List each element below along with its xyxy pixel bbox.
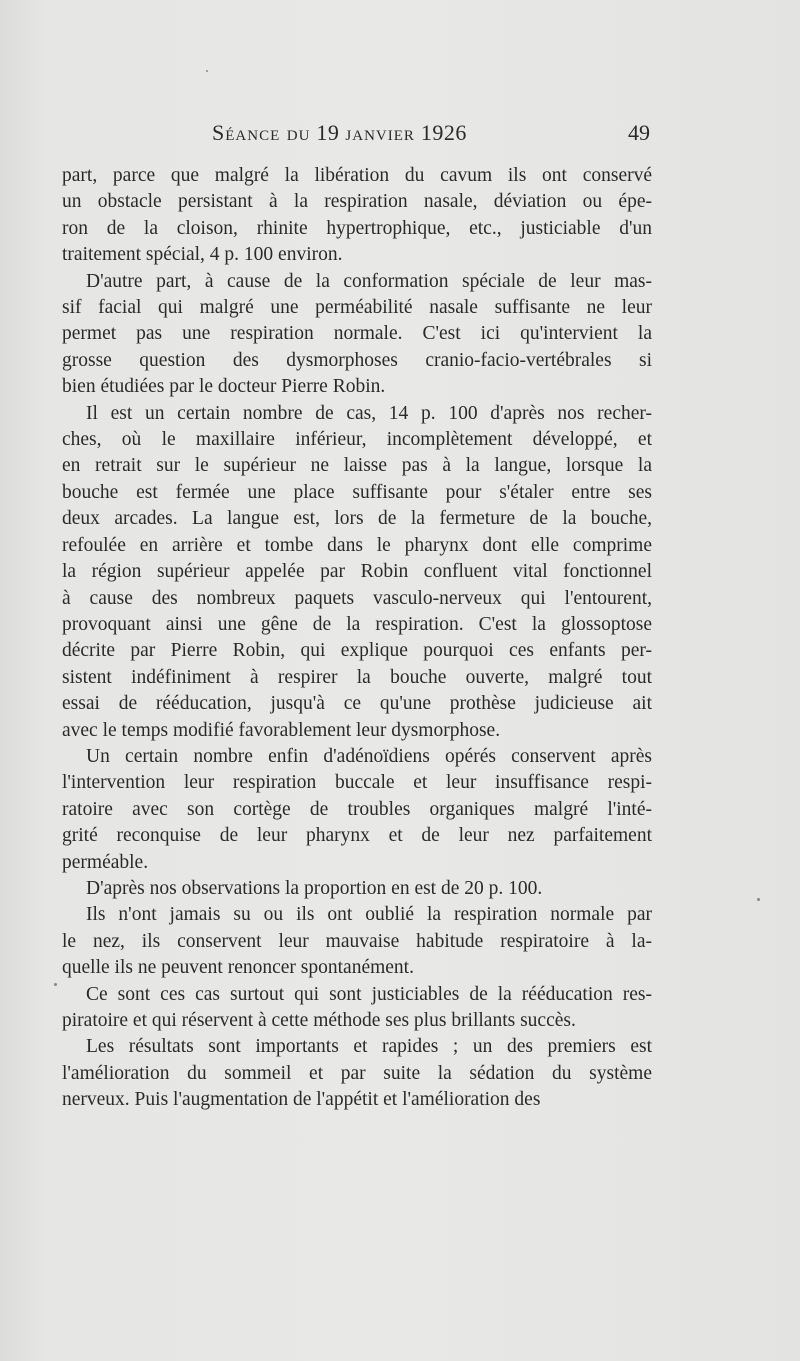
text-line: sif facial qui malgré une perméabilité nasale suffisante ne leur	[62, 297, 652, 319]
text-line: avec le temps modifié favorablement leur dysmorphose.	[62, 719, 501, 741]
page-number: 49	[628, 120, 650, 145]
text-line: à cause des nombreux paquets vasculo-nerveux qui l'entourent,	[62, 587, 652, 609]
text-line: grité reconquise de leur pharynx et de leur nez parfaitement	[62, 825, 652, 847]
paper-speck	[757, 898, 760, 901]
running-title-prefix: Séance du	[212, 120, 311, 145]
text-line: piratoire et qui réservent à cette méthode ses plus brillants succès.	[62, 1010, 576, 1031]
paragraph	[62, 163, 652, 269]
text-line: sistent indéfiniment à respirer la bouche ouverte, malgré tout	[62, 666, 652, 688]
text-line: nerveux. Puis l'augmentation de l'appétit et l'amélioration des	[62, 1089, 541, 1111]
page-header	[62, 120, 652, 150]
text-line: quelle ils ne peuvent renoncer spontanément.	[62, 957, 414, 979]
text-line: Il est un certain nombre de cas, 14 p. 100 d'après nos recher-	[86, 402, 652, 424]
text-line: traitement spécial, 4 p. 100 environ.	[62, 244, 343, 266]
text-line: le nez, ils conservent leur mauvaise habitude respiratoire à la-	[62, 930, 652, 952]
text-line: perméable.	[62, 851, 149, 873]
text-line: l'intervention leur respiration buccale et leur insuffisance respi-	[62, 772, 652, 794]
text-line: D'après nos observations la proportion en est de 20 p. 100.	[86, 877, 543, 899]
text-line: ratoire avec son cortège de troubles organiques malgré l'inté-	[62, 798, 652, 820]
text-line: Ils n'ont jamais su ou ils ont oublié la respiration normale par	[86, 904, 652, 926]
text-line: permet pas une respiration normale. C'est ici qu'intervient la	[62, 323, 652, 345]
text-line: décrite par Pierre Robin, qui explique pourquoi ces enfants per-	[62, 640, 652, 662]
text-line: un obstacle persistant à la respiration nasale, déviation ou épe-	[62, 191, 652, 213]
text-line: bien étudiées par le docteur Pierre Robin.	[62, 376, 386, 398]
paragraph	[62, 982, 652, 1035]
text-line: Un certain nombre enfin d'adénoïdiens opérés conservent après	[86, 745, 652, 767]
paragraph	[62, 1034, 652, 1113]
running-title	[212, 120, 467, 146]
text-line: Les résultats sont importants et rapides ; un des premiers est	[86, 1036, 652, 1058]
body-text	[62, 163, 652, 1114]
text-line: part, parce que malgré la libération du cavum ils ont conservé	[62, 165, 652, 186]
running-title-day: 19	[316, 120, 340, 145]
text-line: en retrait sur le supérieur ne laisse pas à la langue, lorsque la	[62, 455, 652, 477]
running-title-month: janvier	[345, 120, 415, 145]
paper-speck	[54, 983, 57, 986]
text-line: bouche est fermée une place suffisante pour s'étaler entre ses	[62, 481, 652, 503]
text-line: ron de la cloison, rhinite hypertrophique, etc., justiciable d'un	[62, 217, 652, 239]
paragraph	[62, 269, 652, 401]
text-line: D'autre part, à cause de la conformation spéciale de leur mas-	[86, 270, 652, 292]
text-line: ches, où le maxillaire inférieur, incomplètement développé, et	[62, 429, 652, 451]
paragraph	[62, 902, 652, 981]
text-line: l'amélioration du sommeil et par suite la sédation du système	[62, 1062, 652, 1084]
text-line: Ce sont ces cas surtout qui sont justiciables de la rééducation res-	[86, 983, 652, 1005]
text-line: essai de rééducation, jusqu'à ce qu'une prothèse judicieuse ait	[62, 693, 652, 715]
paper-speck	[206, 70, 208, 72]
text-line: la région supérieur appelée par Robin confluent vital fonctionnel	[62, 561, 652, 583]
paragraph	[62, 876, 652, 902]
text-line: deux arcades. La langue est, lors de la fermeture de la bouche,	[62, 508, 652, 530]
text-line: refoulée en arrière et tombe dans le pharynx dont elle comprime	[62, 534, 652, 556]
paragraph	[62, 401, 652, 744]
paragraph	[62, 744, 652, 876]
text-line: provoquant ainsi une gêne de la respiration. C'est la glossoptose	[62, 613, 652, 635]
running-title-year: 1926	[420, 120, 467, 145]
text-line: grosse question des dysmorphoses cranio-facio-vertébrales si	[62, 349, 652, 371]
